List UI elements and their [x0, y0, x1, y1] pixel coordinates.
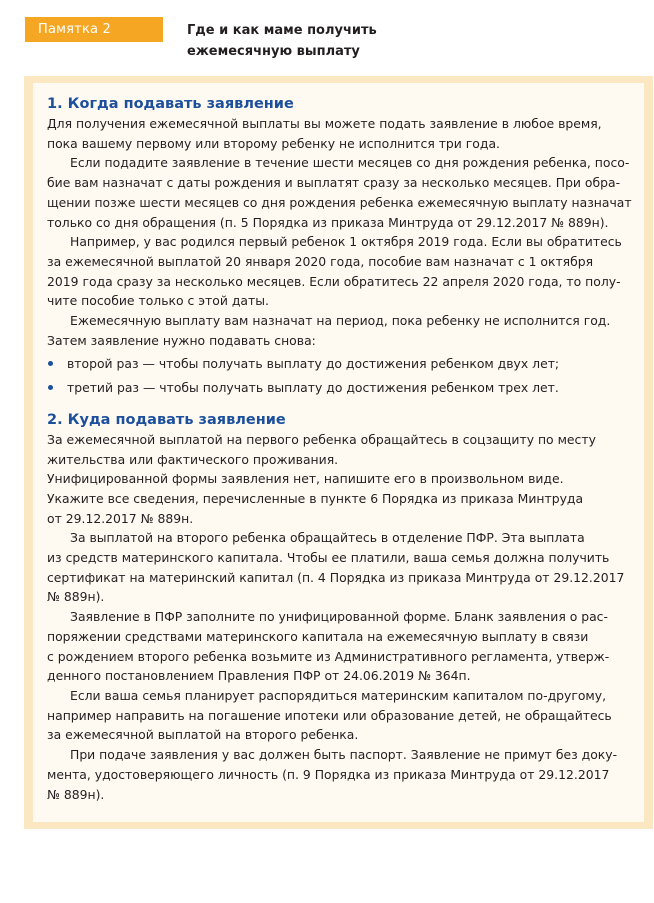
text-line: № 889н). — [47, 589, 105, 605]
text-line: денного постановлением Правления ПФР от 24.06.2019 № 364п. — [47, 668, 471, 684]
text-line: 2019 года сразу за несколько месяцев. Если обратитесь 22 апреля 2020 года, то полу- — [47, 273, 621, 289]
text-line: пока вашему первому или второму ребенку не исполнится три года. — [47, 135, 500, 151]
text-line: мента, удостоверяющего личность (п. 9 Порядка из приказа Минтруда от 29.12.2017 — [47, 766, 610, 782]
section-1-paragraph-4 — [47, 311, 644, 350]
text-line: бие вам назначат с даты рождения и выплатят сразу за несколько месяцев. При обра- — [47, 175, 621, 191]
text-line: При подаче заявления у вас должен быть паспорт. Заявление не примут без доку- — [70, 747, 618, 763]
text-line: Ежемесячную выплату вам назначат на период, пока ребенку не исполнится год. — [70, 313, 611, 329]
memo-title-line: Где и как маме получить — [187, 23, 377, 38]
text-line: Укажите все сведения, перечисленные в пункте 6 Порядка из приказа Минтруда — [47, 490, 584, 506]
memo-tab-label: Памятка 2 — [25, 17, 163, 42]
section-1-paragraph-1 — [47, 114, 644, 153]
text-line: Если ваша семья планирует распорядиться материнским капиталом по-другому, — [70, 687, 607, 703]
bullet-icon — [48, 385, 53, 390]
text-line: только со дня обращения (п. 5 Порядка из приказа Минтруда от 29.12.2017 № 889н). — [47, 214, 609, 230]
bullet-icon — [48, 361, 53, 366]
text-line: Унифицированной формы заявления нет, напишите его в произвольном виде. — [47, 471, 564, 487]
list-item-text: второй раз — чтобы получать выплату до достижения ребенком двух лет; — [67, 356, 560, 372]
text-line: поряжении средствами материнского капитала на ежемесячную выплату в связи — [47, 628, 589, 644]
text-line: Для получения ежемесячной выплаты вы можете подать заявление в любое время, — [47, 116, 602, 131]
text-line: За выплатой на второго ребенка обращайтесь в отделение ПФР. Эта выплата — [70, 530, 585, 546]
list-item — [47, 354, 644, 374]
section-2-paragraph-4 — [47, 607, 644, 686]
section-1-heading: 1. Когда подавать заявление — [47, 96, 294, 112]
text-line: от 29.12.2017 № 889н. — [47, 510, 194, 526]
text-line: Если подадите заявление в течение шести месяцев со дня рождения ребенка, посо- — [70, 155, 630, 171]
text-line: Например, у вас родился первый ребенок 1 октября 2019 года. Если вы обратитесь — [70, 234, 622, 250]
text-line: За ежемесячной выплатой на первого ребенка обращайтесь в соцзащиту по месту — [47, 431, 596, 447]
text-line: сертификат на материнский капитал (п. 4 Порядка из приказа Минтруда от 29.12.2017 — [47, 569, 625, 585]
section-1-paragraph-2 — [47, 153, 644, 232]
section-2-paragraph-1 — [47, 430, 644, 469]
text-line: Затем заявление нужно подавать снова: — [47, 332, 316, 348]
bullet-list — [47, 354, 644, 397]
text-line: из средств материнского капитала. Чтобы ее платили, ваша семья должна получить — [47, 550, 610, 566]
section-1-paragraph-3 — [47, 232, 644, 311]
memo-title — [187, 20, 437, 62]
text-line: за ежемесячной выплатой на второго ребенка. — [47, 727, 359, 743]
memo-content — [33, 83, 644, 822]
text-line: Заявление в ПФР заполните по унифицированной форме. Бланк заявления о рас- — [70, 609, 608, 625]
text-line: щении позже шести месяцев со дня рождения ребенка ежемесячную выплату назначат — [47, 194, 632, 210]
section-2-paragraph-5 — [47, 686, 644, 745]
list-item — [47, 378, 644, 398]
text-line: например направить на погашение ипотеки или образование детей, не обращайтесь — [47, 707, 612, 723]
section-2-paragraph-6 — [47, 745, 644, 804]
text-line: жительства или фактического проживания. — [47, 451, 339, 467]
text-line: № 889н). — [47, 786, 105, 802]
section-2-heading: 2. Куда подавать заявление — [47, 411, 286, 428]
list-item-text: третий раз — чтобы получать выплату до достижения ребенком трех лет. — [67, 380, 559, 396]
text-line: за ежемесячной выплатой 20 января 2020 года, пособие вам назначат с 1 октября — [47, 253, 594, 269]
section-2-paragraph-2 — [47, 469, 644, 528]
memo-title-line: ежемесячную выплату — [187, 44, 360, 59]
section-2-paragraph-3 — [47, 528, 644, 607]
text-line: чите пособие только с этой даты. — [47, 293, 269, 309]
memo-frame — [24, 76, 653, 829]
text-line: с рождением второго ребенка возьмите из Административного регламента, утверж- — [47, 648, 610, 664]
